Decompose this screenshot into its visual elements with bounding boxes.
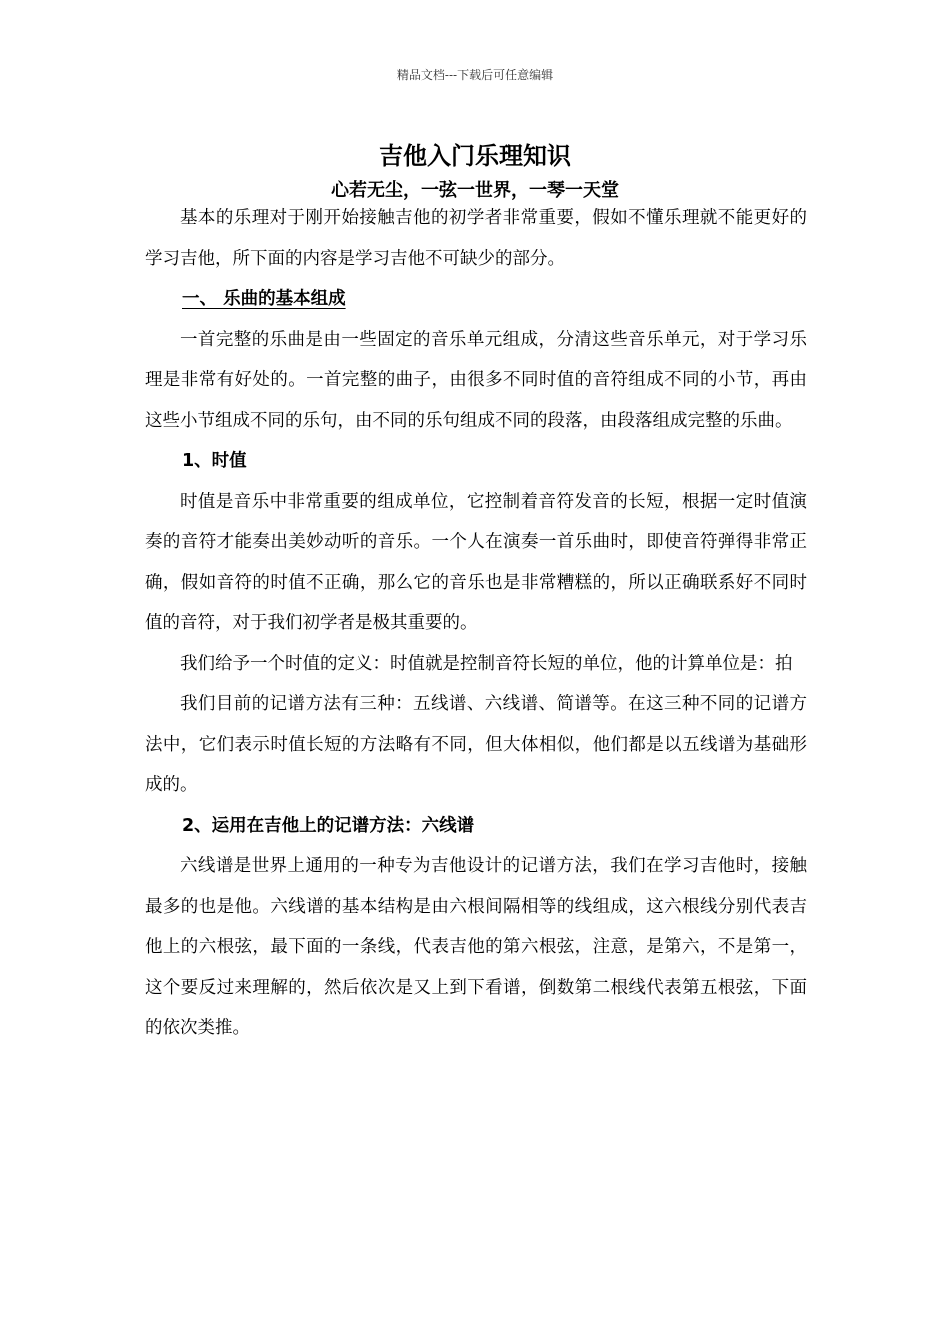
time-value-paragraph-2: 我们给予一个时值的定义：时值就是控制音符长短的单位，他的计算单位是：拍 <box>180 653 793 674</box>
subsection-heading-tablature: 2、运用在吉他上的记谱方法：六线谱 <box>182 815 475 836</box>
page-header-note: 精品文档---下载后可任意编辑 <box>396 68 554 82</box>
time-value-paragraph-1: 时值是音乐中非常重要的组成单位，它控制着音符发音的长短，根据一定时值演奏的音符才能奏出美妙动听的音乐。一个人在演奏一首乐曲时，即使音符弹得非常正确，假如音符的时值不正确，那么它的音乐也是非常糟糕的，所以正确联系好不同时值的音符，对于我们初学者是极其重要的。 <box>145 491 807 633</box>
time-value-paragraph-3: 我们目前的记谱方法有三种：五线谱、六线谱、简谱等。在这三种不同的记谱方法中，它们表示时值长短的方法略有不同，但大体相似，他们都是以五线谱为基础形成的。 <box>145 694 807 795</box>
document-subtitle: 心若无尘，一弦一世界，一琴一天堂 <box>331 180 619 201</box>
tablature-paragraph: 六线谱是世界上通用的一种专为吉他设计的记谱方法，我们在学习吉他时，接触最多的也是他。六线谱的基本结构是由六根间隔相等的线组成，这六根线分别代表吉他上的六根弦，最下面的一条线，代表吉他的第六根弦，注意，是第六，不是第一，这个要反过来理解的，然后依次是又上到下看谱，倒数第二根线代表第五根弦，下面的依次类推。 <box>145 856 807 1038</box>
document-body <box>145 198 807 1049</box>
subsection-heading-time-value: 1、时值 <box>182 451 247 471</box>
intro-paragraph: 基本的乐理对于刚开始接触吉他的初学者非常重要，假如不懂乐理就不能更好的学习吉他，所下面的内容是学习吉他不可缺少的部分。 <box>145 208 807 269</box>
document-title: 吉他入门乐理知识 <box>379 141 571 170</box>
section-1-paragraph: 一首完整的乐曲是由一些固定的音乐单元组成，分清这些音乐单元，对于学习乐理是非常有好处的。一首完整的曲子，由很多不同时值的音符组成不同的小节，再由这些小节组成不同的乐句，由不同的乐句组成不同的段落，由段落组成完整的乐曲。 <box>145 329 807 431</box>
section-heading-1 <box>145 279 807 320</box>
section-heading-1-text: 一、 乐曲的基本组成 <box>182 289 346 309</box>
